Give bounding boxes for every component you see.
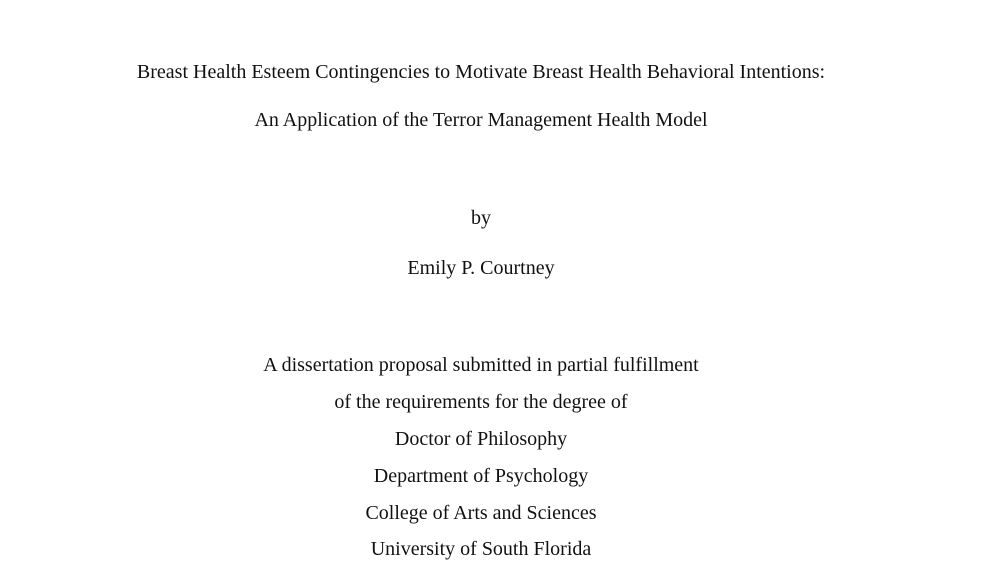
degree-name: Doctor of Philosophy	[394, 428, 568, 450]
title-line-1: Breast Health Esteem Contingencies to Motivate Breast Health Behavioral Intentions:	[136, 61, 826, 83]
author-name: Emily P. Courtney	[407, 257, 555, 279]
university-name: University of South Florida	[370, 538, 592, 560]
submission-line-2: of the requirements for the degree of	[334, 391, 628, 413]
department-name: Department of Psychology	[373, 465, 589, 487]
submission-line-1: A dissertation proposal submitted in partial fulfillment	[263, 354, 699, 376]
by-line: by	[471, 207, 491, 229]
title-line-2: An Application of the Terror Management Health Model	[254, 109, 708, 131]
college-name: College of Arts and Sciences	[365, 502, 597, 524]
